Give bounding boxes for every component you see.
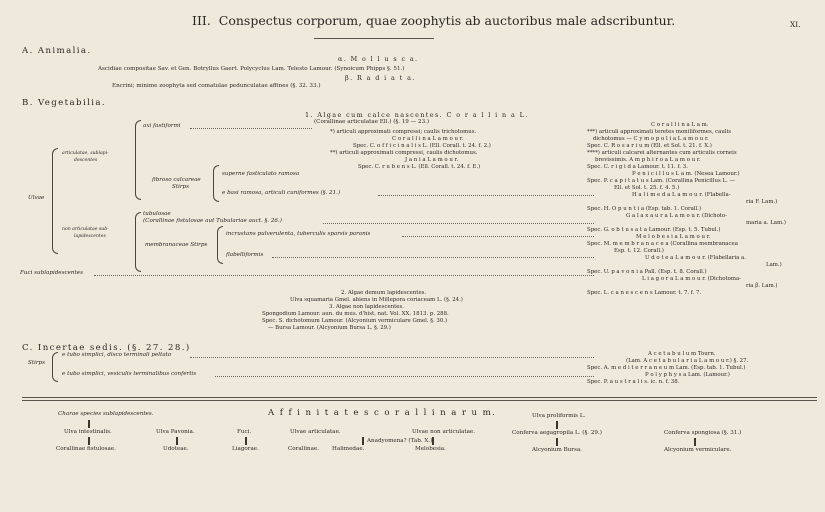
section2-line: Spec. S. dichotomum Lamour. (Alcyonium vermiculare Gmel. §. 30.): [262, 318, 448, 324]
label-incrustans: incrustans pulverulenta, tuberculis sparsis paranis: [226, 231, 371, 237]
header-rule: [314, 38, 434, 39]
page-number: XI.: [790, 20, 801, 29]
right-line: brevissimis. A m p h i r o a L a m o u r.: [595, 157, 701, 163]
aff-halimedae: Halimedae.: [332, 446, 365, 452]
aff-link: [88, 437, 90, 445]
right-line: Spec. G. o b t u s a t a Lamour. (Esp. t. 5. Tubul.): [587, 227, 721, 233]
dots-tubo-2: [215, 376, 594, 377]
label-articulatae-2: descentes: [74, 158, 98, 163]
right-line: maria a. Lam.): [746, 220, 786, 226]
right-line: C o r a l l i n a L a m.: [651, 122, 709, 128]
aff-alcyonium-bursa: Alcyonium Bursa.: [532, 447, 582, 453]
right-line: ria F. Lam.): [746, 199, 778, 205]
incertae-line: Spec. A. m e d i t e r r a n e u m Lam. (Esp. tab. 1. Tubul.): [587, 365, 746, 371]
incertae-line: (Lam. A c e t a b u l a r i a L a m o u r.) §. 27.: [626, 358, 749, 364]
dots-fuci: [94, 275, 594, 276]
incertae-tubo-2: e tubo simplici, vesiculis terminalibus confertis: [62, 371, 197, 377]
affinitates-rule-2: [22, 400, 817, 401]
aff-melobesia: Melobesia.: [415, 446, 446, 452]
aff-ulva-pavonia: Ulva Pavonia.: [156, 429, 195, 435]
right-line: ****) articuli calcarei alternantes cum articulis corneis: [587, 150, 737, 156]
label-flabelliformis: flabelliformis: [226, 252, 264, 258]
aff-ulva-intestinalis: Ulva intestinalis.: [64, 429, 112, 435]
right-line: Spec. L. c a n e s c e n s Lamour. t. 7. f. 7.: [587, 290, 702, 296]
right-line: U d o t e a L a m o u r. (Flabellaria a.: [645, 255, 746, 261]
section-number: III.: [192, 13, 211, 28]
animalia-label: A. Animalia.: [22, 46, 92, 56]
right-line: Esp. t. 12. Corall.): [614, 248, 664, 254]
brace-ulvae: [52, 148, 58, 254]
radiata-heading: β. R a d i a t a.: [345, 74, 416, 82]
brace-membranaceae: [217, 226, 223, 264]
label-stirps: Stirps: [172, 184, 189, 190]
brace-incertae: [52, 352, 58, 382]
aff-link: [556, 421, 558, 429]
incertae-line: A c e t a b u l u m Tourn.: [648, 351, 716, 357]
aff-alcyonium-vermiculare: Alcyonium vermiculare.: [664, 447, 732, 453]
aff-udoteae: Udoteae.: [163, 446, 189, 452]
right-line: Lam.): [766, 262, 782, 268]
vegetabilia-heading-2: (Corallinae articulatae Ell.) (§. 19 — 23.): [314, 119, 430, 125]
label-articulatae: articulatae, sublapi-: [62, 151, 109, 156]
affinitates-rule: [22, 397, 817, 398]
aff-link: [694, 438, 696, 446]
dots-basi: [378, 195, 594, 196]
label-axi: axi fastiformi: [143, 123, 181, 129]
aff-fuci: Fuci.: [237, 429, 252, 435]
right-line: ***) articuli approximati teretes moniliformes, caulis: [587, 129, 732, 135]
aff-link: [88, 420, 90, 428]
aff-corallinae-fistulosae: Corallinae fistulosae.: [56, 446, 116, 452]
right-line: H a l i m e d a L a m o u r. (Flabella-: [632, 192, 731, 198]
label-tubulosae-2: (Corallinae fistulosae aut Tubulariae auct. §. 26.): [143, 218, 282, 224]
right-line: L i a g o r a L a m o u r. (Dichotoma-: [642, 276, 742, 282]
brace-articulatae: [135, 120, 141, 200]
dots-flabelliformis: [272, 257, 594, 258]
middle-line: C o r a l l i n a L a m o u r.: [392, 136, 464, 142]
right-line: dichotomus — C y m o p o l i a L a m o u r.: [593, 136, 709, 142]
incertae-line: Spec. P. a u s t r a l i s. ic. n. f. 38.: [587, 379, 680, 385]
right-line: Spec. H. O p u n t i a (Esp. tab. 1. Corall.): [587, 206, 702, 212]
aff-ulvae-articulatae: Ulvae articulatae.: [290, 429, 341, 435]
aff-link: [556, 438, 558, 446]
aff-conferva-aegagropila: Conferva aegagropila L. (§. 29.): [512, 430, 602, 436]
middle-line: *) articuli approximati compressi; caulis trichotomus.: [330, 129, 477, 135]
label-membranaceae: membranaceae Stirps: [145, 242, 208, 248]
label-fuci: Fuci sublapidescentes: [20, 270, 83, 276]
aff-link: [176, 437, 178, 445]
incertae-tubo-1: e tubo simplici, disco terminali peltato: [62, 352, 172, 358]
right-line: Spec. M. m e m b r a n a c e a (Corallina membranacea: [587, 241, 738, 247]
vegetabilia-label: B. Vegetabilia.: [22, 98, 107, 108]
middle-line: Spec. C. o f f i c i n a l i s L. (Ell. Corall. t. 24. f. 2.): [353, 143, 491, 149]
middle-line: **) articuli approximati compressi, caulis dichotomus.: [330, 150, 478, 156]
right-line: Spec. C. r i g i d a Lamour. t. 11. f. 3.: [587, 164, 688, 170]
section2-line: 2. Algae demum lapidescentes.: [341, 290, 427, 296]
label-basi: e basi ramosa, articuli cuniformes (§. 21.): [222, 190, 341, 196]
brace-non-articulatae: [135, 212, 141, 272]
radiata-line: Encrini; minime zoophyta sed comatulae pedunculatae affines (§. 32. 33.): [112, 83, 321, 89]
label-superne: superne fasticulato ramosa: [222, 171, 300, 177]
right-line: Spec. C. R o s a r i u m (Ell. et Sol. t. 21. f. X.): [587, 143, 712, 149]
aff-link: [362, 437, 364, 445]
middle-line: Spec. C. r u b e n s L. (Ell. Corall. t. 24. f. E.): [358, 164, 481, 170]
right-line: G a l a x a u r a L a m o u r. (Dichoto-: [626, 213, 728, 219]
incertae-line: P o l y p h y s a Lam. (Lamour.): [645, 372, 730, 378]
brace-fibroso: [213, 165, 219, 202]
right-line: M e l o b e s i a L a m o u r.: [636, 234, 711, 240]
label-tubulosae: tubulosae: [143, 211, 171, 217]
aff-link: [245, 437, 247, 445]
right-line: P e n i c i l l u s L a m. (Nesea Lamour.): [632, 171, 740, 177]
right-line: Spec. P. c a p i t a t u s Lam. (Corallina Penicillus L. —: [587, 178, 735, 184]
aff-ulva-proliformis: Ulva proliformis L.: [532, 413, 586, 419]
affinitates-title: A f f i n i t a t e s c o r a l l i n a r u m.: [268, 408, 497, 418]
aff-link: [432, 437, 434, 445]
dots-tubulosae: [323, 223, 594, 224]
section2-line: — Bursa Lamour. (Alcyonium Bursa L. §. 29.): [268, 325, 391, 331]
vegetabilia-heading: 1. Algae cum calce nascentes. C o r a l l i n a L.: [305, 111, 529, 119]
label-fibroso: fibroso calcareae: [152, 177, 201, 183]
mollusca-heading: α. M o l l u s c a.: [338, 55, 419, 63]
middle-line: J a n i a L a m o u r.: [405, 157, 459, 163]
dots-tubo-1: [190, 357, 594, 358]
label-ulvae: Ulvae: [28, 195, 45, 201]
incertae-stirps: Stirps: [28, 360, 45, 366]
label-non-articulatae: non articulatae sub-: [62, 227, 109, 232]
aff-charae: Charae species sublapidescentes.: [58, 411, 154, 417]
right-line: Spec. U. p a v o n i a Pall. (Esp. t. 8. Corall.): [587, 269, 707, 275]
aff-ulvae-non-articulatae: Ulvae non articulatae.: [412, 429, 476, 435]
mollusca-line: Ascidiae compositae Sav. et Gen. Botryllus Gaert. Polycyclus Lam. Telesto Lamour. (Synoicum Phipps §. 51.): [98, 66, 405, 72]
section2-line: 3. Algae non lapidescentes.: [329, 304, 404, 310]
dots-axi: [190, 128, 312, 129]
aff-anadyomena: Anadyomena? (Tab. X.): [367, 438, 433, 444]
label-non-articulatae-2: lapidescentes: [74, 234, 106, 239]
section2-line: Ulva squamaria Gmel. abiens in Millepora coriaceam L. (§. 24.): [290, 297, 463, 303]
aff-corallinae: Corallinae.: [288, 446, 320, 452]
right-line: Ell. et Sol. t. 25. f. 4. 5.): [614, 185, 680, 191]
aff-liagorae: Liagorae.: [232, 446, 259, 452]
aff-conferva-spongiosa: Conferva spongiosa (§. 31.): [664, 430, 742, 436]
incertae-label: C. Incertae sedis. (§. 27. 28.): [22, 343, 191, 353]
right-line: ria β. Lam.): [746, 283, 778, 289]
page-header-title: [192, 15, 675, 28]
dots-incrustans: [402, 236, 594, 237]
section2-line: Spongodium Lamour. aun. du mus. d'hist. nat. Vol. XX. 1813. p. 288.: [262, 311, 449, 317]
header-title-text: Conspectus corporum, quae zoophytis ab auctoribus male adscribuntur.: [218, 13, 676, 28]
